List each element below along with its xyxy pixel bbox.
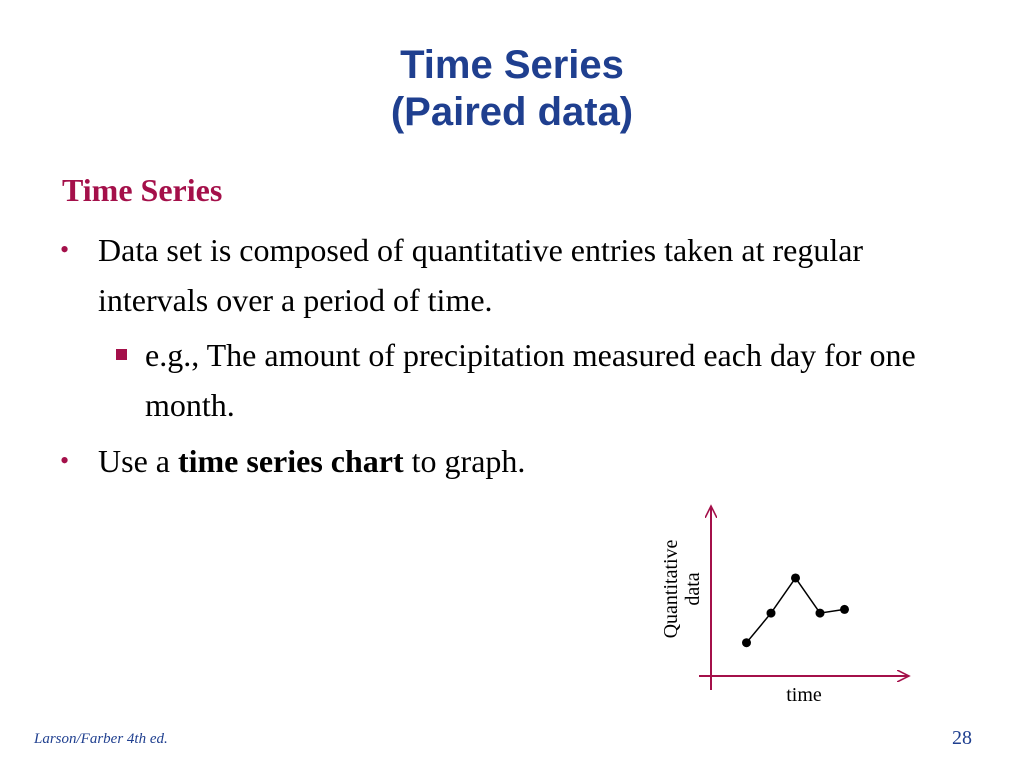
sub-bullet-text: e.g., The amount of precipitation measured each day for one month. — [145, 337, 916, 423]
bullet-dot-icon: • — [60, 235, 70, 264]
data-point — [840, 605, 849, 614]
data-point — [816, 609, 825, 618]
bullet-item — [60, 436, 960, 486]
time-series-chart — [640, 495, 930, 710]
section-heading: Time Series — [62, 172, 223, 208]
bullet-item — [60, 225, 960, 325]
title-line-2: (Paired data) — [390, 90, 634, 134]
data-point — [767, 609, 776, 618]
bullet-suffix: to graph. — [403, 443, 526, 479]
bullet-prefix: Use a — [98, 443, 178, 479]
data-point — [791, 573, 800, 582]
bullet-dot-icon: • — [60, 446, 70, 475]
x-axis-label: time — [786, 684, 822, 706]
sub-bullet-item — [116, 330, 936, 430]
title-line-1: Time Series — [400, 43, 624, 87]
data-point — [742, 638, 751, 647]
y-axis-label-line-2: data — [682, 572, 704, 606]
page-number: 28 — [952, 727, 972, 749]
bullet-text — [98, 436, 960, 486]
slide-title — [0, 42, 1024, 136]
bullet-text: Data set is composed of quantitative entries taken at regular intervals over a period of time. — [98, 232, 864, 318]
footer-citation: Larson/Farber 4th ed. — [34, 731, 168, 747]
series-line — [747, 578, 845, 643]
y-axis-label-line-1: Quantitative — [660, 539, 682, 639]
square-bullet-icon — [116, 349, 127, 360]
bullet-bold-term: time series chart — [177, 443, 404, 479]
